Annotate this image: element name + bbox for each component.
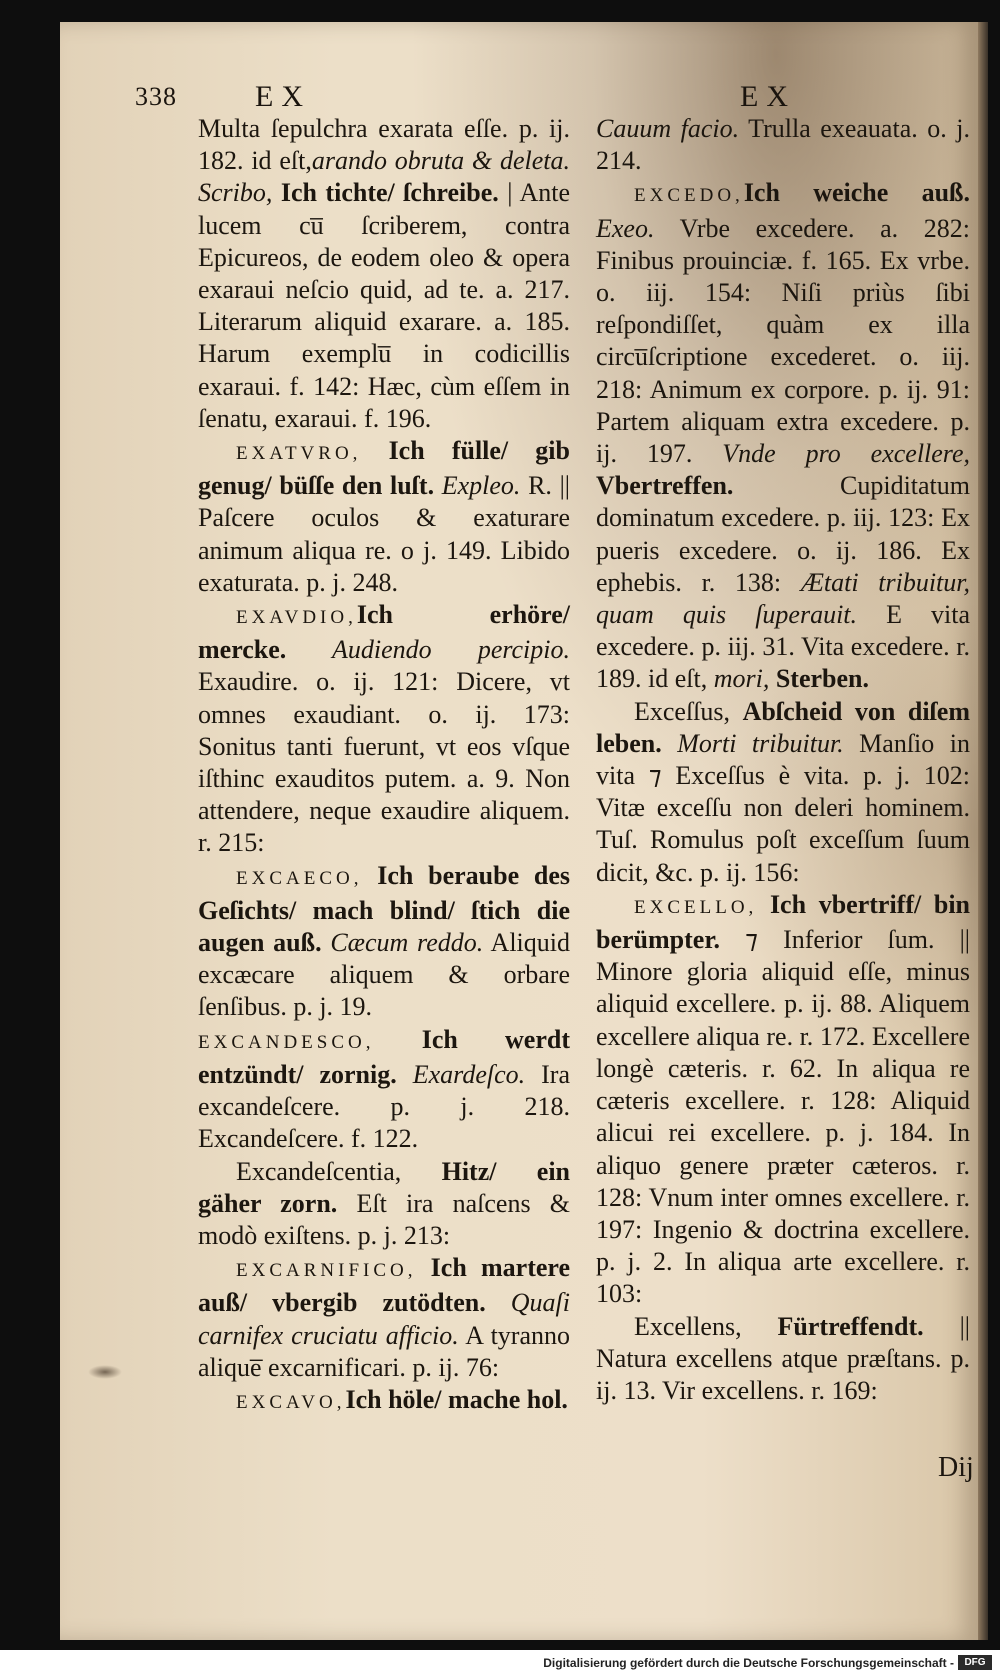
signature-mark: Dij [938, 1452, 974, 1483]
headword: EXCAECO, [236, 867, 363, 889]
entry-text: Quaſi carnifex cruciatu afficio. [198, 1288, 570, 1350]
entry-text: Exaudire. o. ij. 121: Dicere, vt omnes exaudiant. o. ij. 173: Sonitus tanti fuerunt, vt eos vſque iſthinc exauditos putem. a. 9. Non attendere, neque exaudire aliquem. r. 215: [198, 667, 570, 858]
entry-paragraph [198, 113, 570, 435]
entry-text: Exceſſus, [634, 696, 743, 726]
entry-text: Vrbe excedere. a. 282: Finibus prouinciæ. f. 165. Ex vrbe. o. iij. 154: Niſi priùs ſibi reſpondiſſet, quàm ex illa circu̅ſcriptione excederet. o. iij. 218: Animum ex corpore. p. ij. 91: Partem aliquam extra excedere. p. ij. 197. [596, 213, 970, 469]
entry-paragraph [596, 889, 970, 1311]
entry-text: Trulla exeauata. o. j. 214. [596, 114, 970, 176]
entry-paragraph [596, 113, 970, 177]
entry-text: Audiendo percipio. [286, 635, 570, 665]
german-gloss: Ich martere auß/ vbergib zutödten. [198, 1253, 570, 1318]
german-gloss: Ich beraube des Geſichts/ mach blind/ ſtich die augen auß. [198, 860, 570, 958]
german-gloss: Ich fülle/ gib genug/ büſſe den luſt. [198, 436, 570, 501]
entry-paragraph [596, 177, 970, 695]
entry-paragraph [198, 1024, 570, 1156]
entry-text: Excandeſcentia, [236, 1156, 442, 1186]
entry-text: mori, [707, 664, 770, 694]
text-column-left [198, 113, 570, 1419]
headword: EXATVRO, [236, 443, 362, 465]
german-gloss: Ich vbertriff/ bin berümpter. [596, 889, 970, 955]
headword: EXCELLO, [634, 896, 758, 918]
entry-paragraph [198, 1384, 570, 1419]
entry-text: | Ante lucem cu̅ ſcriberem, contra Epicureos, de eodem oleo & opera exaraui neſcio quid, ad te. a. 217. Literarum aliquid exarare. a. 185. Harum exemplu̅ in codicillis exaraui. f. 142: Hæc, cùm eſſem in ſenatu, exaraui. f. 196. [198, 178, 571, 433]
german-gloss: Ich weiche auß. [743, 178, 970, 208]
entry-text: Manſio in vita ⁊ Exceſſus è vita. p. j. 102: Vitæ exceſſu non deleri hominem. Tuſ. Romulus poſt exceſſum ſuum dicit, &c. p. ij. 156: [596, 728, 970, 887]
entry-text: Cupiditatum dominatum excedere. p. iij. 123: Ex pueris excedere. o. ij. 186. Ex ephebis. r. 138: [596, 471, 970, 597]
entry-text: R. || Paſcere oculos & exaturare animum aliqua re. o j. 149. Libido exaturata. p. j. 248. [198, 471, 570, 597]
entry-text: Morti tribuitur. [661, 728, 844, 758]
entry-text: Vnde pro excellere, [692, 439, 970, 469]
entry-text: || Natura excellens atque præſtans. p. ij. 13. Vir excellens. r. 169: [596, 1311, 970, 1405]
entry-text: Eſt ira naſcens & modò exiſtens. p. j. 213: [198, 1188, 570, 1250]
entry-paragraph [198, 599, 570, 860]
digitization-footer [0, 1650, 1000, 1676]
entry-paragraph [198, 1156, 570, 1253]
entry-text: Excellens, [634, 1311, 778, 1341]
entry-text: ⁊ Inferior ſum. || Minore gloria aliquid eſſe, minus aliquid excellere. p. ij. 88. Aliquem excellere aliqua re. r. 172. Excellere longè cæteris. r. 62. In aliqua re cæteris excellere. r. 128: Aliquid alicui rei excellere. p. j. 184. In aliquo genere præter cæteros. r. 128: Vnum inter omnes excellere. r. 197: Ingenio & doctrina excellere. p. j. 2. In aliqua arte excellere. r. 103: [596, 925, 970, 1309]
headword: EXCAVO, [236, 1391, 346, 1413]
entry-text: Cauum facio. [596, 114, 740, 143]
german-gloss: Hitz/ ein gäher zorn. [198, 1156, 571, 1218]
text-column-right [596, 113, 970, 1407]
german-gloss: Ich erhöre/ mercke. [198, 600, 570, 665]
footer-credit: Digitalisierung gefördert durch die Deutsche Forschungsgemeinschaft - [543, 1656, 954, 1670]
entry-text: A tyranno alique̅ excarnificari. p. ij. 76: [198, 1320, 570, 1382]
entry-paragraph [596, 696, 970, 889]
headword: EXCEDO, [634, 185, 744, 207]
german-gloss: Fürtreffendt. [777, 1311, 924, 1341]
running-head-right: EX [740, 80, 796, 113]
entry-text: Exeo. [596, 213, 655, 243]
entry-paragraph [596, 1311, 970, 1408]
german-gloss: Sterben. [769, 664, 870, 694]
headword: EXCARNIFICO, [236, 1260, 417, 1282]
entry-text: Aliquid excæcare aliquem & orbare ſenſibus. p. j. 19. [198, 928, 570, 1022]
entry-text: Ira excandeſcere. p. j. 218. Excandeſcere. f. 122. [198, 1059, 570, 1154]
headword: EXAVDIO, [236, 607, 357, 629]
headword: EXCANDESCO, [198, 1031, 375, 1053]
dfg-logo: DFG [958, 1655, 992, 1670]
entry-paragraph [198, 1252, 570, 1384]
german-gloss: Ich höle/ mache hol. [345, 1384, 568, 1414]
entry-text: Exardeſco. [396, 1059, 526, 1089]
german-gloss: Vbertreffen. [596, 471, 734, 501]
entry-paragraph [198, 435, 570, 599]
entry-paragraph [198, 860, 570, 1024]
entry-text: Cæcum reddo. [321, 928, 484, 958]
entry-text: Ætati tribuitur, quam quis ſuperauit. [596, 567, 970, 630]
page-edge [978, 22, 988, 1640]
german-gloss: Abſcheid von diſem leben. [596, 696, 971, 758]
german-gloss: Ich tichte/ ſchreibe. [272, 178, 499, 208]
entry-text: Expleo. [434, 471, 521, 501]
running-head-left: EX [255, 80, 311, 113]
page-number: 338 [135, 82, 177, 111]
entry-text: Multa ſepulchra exarata eſſe. p. ij. 182. id eſt, [198, 114, 570, 176]
ink-smudge [88, 1365, 122, 1379]
entry-text: arando obruta & deleta. Scribo, [198, 146, 570, 208]
german-gloss: Ich werdt entzündt/ zornig. [198, 1024, 570, 1089]
entry-text: E vita excedere. p. iij. 31. Vita excedere. r. 189. id eſt, [596, 600, 971, 694]
